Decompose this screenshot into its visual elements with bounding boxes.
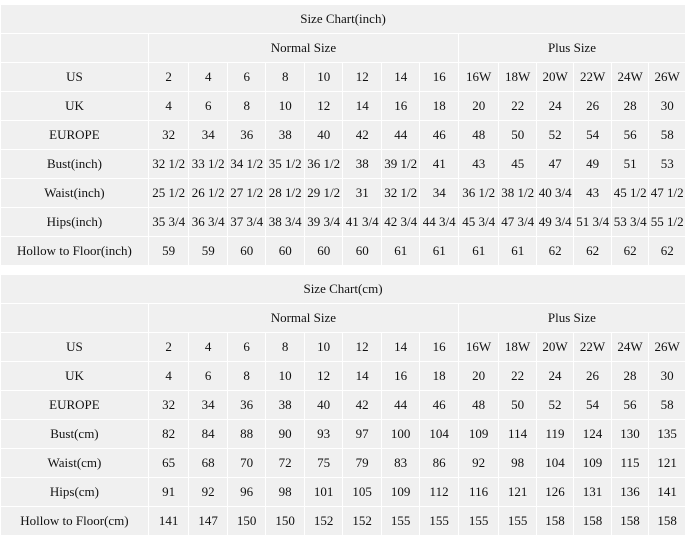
table-cell: 135 [649,420,686,449]
table-cell: 16 [420,63,459,92]
table-cell: 42 3/4 [381,208,420,237]
table-cell: 88 [227,420,265,449]
table-cell: 22W [574,333,611,362]
table-cell: 22W [574,63,611,92]
table-cell: 39 3/4 [304,208,343,237]
table-cell: 44 [381,391,419,420]
table-cell: 75 [304,449,342,478]
table-cell: 56 [611,391,648,420]
table-cell: 61 [499,237,536,266]
table-cell: 60 [227,237,266,266]
table-cell: 38 3/4 [266,208,305,237]
table-cell: 49 3/4 [536,208,573,237]
table-cell: 45 [499,150,536,179]
chart-separator [0,266,686,274]
table-cell: 59 [189,237,228,266]
table-cell: 141 [148,507,189,536]
table-cell: 36 [227,121,266,150]
row-label: UK [1,362,149,391]
table-cell: 18W [499,63,536,92]
table-cell: 45 1/2 [611,179,648,208]
table-cell: 90 [266,420,304,449]
table-cell: 22 [499,92,536,121]
table-cell: 12 [304,362,342,391]
row-label: Bust(cm) [1,420,149,449]
table-cell: 45 3/4 [458,208,499,237]
table-cell: 12 [304,92,343,121]
table-row-groups [1,34,686,63]
table-cell: 26 [574,92,611,121]
table-cell: 92 [458,449,499,478]
table-cell: 84 [189,420,227,449]
table-cell: 97 [343,420,381,449]
table-cell: 54 [574,121,611,150]
group-header-plus-cm: Plus Size [458,304,685,333]
table-cell: 43 [574,179,611,208]
table-cell: 158 [611,507,648,536]
table-cell: 109 [574,449,611,478]
row-label: Hollow to Floor(cm) [1,507,149,536]
row-label: Hollow to Floor(inch) [1,237,149,266]
table-cell: 158 [649,507,686,536]
row-label: Hips(cm) [1,478,149,507]
table-cell: 98 [499,449,536,478]
table-cell: 126 [536,478,573,507]
table-cell: 32 [148,391,189,420]
table-row [1,150,686,179]
table-cell: 37 3/4 [227,208,266,237]
table-cell: 28 [611,362,648,391]
table-cell: 18 [420,92,459,121]
row-label: US [1,333,149,362]
table-cell: 10 [304,333,342,362]
table-cell: 44 [381,121,420,150]
table-cell: 130 [611,420,648,449]
table-cell: 46 [420,121,459,150]
table-cell: 56 [611,121,648,150]
corner-blank-cell [1,34,149,63]
table-cell: 34 [189,121,228,150]
table-cell: 8 [227,362,265,391]
table-cell: 60 [343,237,382,266]
table-cell: 55 1/2 [649,208,686,237]
row-label: Bust(inch) [1,150,149,179]
chart-title-cm: Size Chart(cm) [1,275,686,304]
table-cell: 38 [266,391,304,420]
row-label: Waist(cm) [1,449,149,478]
table-cell: 18 [420,362,458,391]
table-cell: 4 [148,362,189,391]
table-cell: 29 1/2 [304,179,343,208]
table-cell: 101 [304,478,342,507]
table-cell: 136 [611,478,648,507]
table-cell: 43 [458,150,499,179]
table-row [1,449,686,478]
table-cell: 155 [499,507,536,536]
table-cell: 48 [458,391,499,420]
table-cell: 28 [611,92,648,121]
table-cell: 119 [536,420,573,449]
table-row-groups [1,304,686,333]
table-cell: 36 1/2 [458,179,499,208]
table-cell: 14 [381,333,419,362]
table-cell: 20 [458,92,499,121]
table-cell: 98 [266,478,304,507]
table-cell: 6 [189,92,228,121]
table-cell: 14 [343,362,381,391]
table-cell: 58 [649,121,686,150]
table-cell: 20W [536,333,573,362]
table-cell: 96 [227,478,265,507]
table-cell: 16 [420,333,458,362]
table-cell: 40 [304,391,342,420]
table-row [1,237,686,266]
table-cell: 104 [420,420,458,449]
table-cell: 40 [304,121,343,150]
table-cell: 53 3/4 [611,208,648,237]
table-cell: 61 [458,237,499,266]
row-label: UK [1,92,149,121]
size-chart-cm-table [0,274,686,536]
table-row [1,63,686,92]
table-cell: 10 [266,362,304,391]
table-cell: 16W [458,333,499,362]
table-cell: 72 [266,449,304,478]
table-cell: 62 [611,237,648,266]
table-cell: 42 [343,121,382,150]
table-cell: 83 [381,449,419,478]
table-cell: 141 [649,478,686,507]
table-cell: 24 [536,92,573,121]
table-cell: 44 3/4 [420,208,459,237]
table-cell: 52 [536,391,573,420]
table-row [1,507,686,536]
table-cell: 6 [189,362,227,391]
table-cell: 46 [420,391,458,420]
table-cell: 68 [189,449,227,478]
table-cell: 58 [649,391,686,420]
table-cell: 20W [536,63,573,92]
table-cell: 26 1/2 [189,179,228,208]
table-cell: 100 [381,420,419,449]
table-cell: 65 [148,449,189,478]
table-cell: 32 1/2 [381,179,420,208]
row-label: Hips(inch) [1,208,149,237]
table-cell: 20 [458,362,499,391]
table-cell: 16W [458,63,499,92]
table-cell: 26W [649,333,686,362]
table-cell: 152 [343,507,381,536]
table-cell: 22 [499,362,536,391]
table-cell: 8 [266,63,305,92]
size-chart-inch-table [0,4,686,266]
table-cell: 158 [574,507,611,536]
table-cell: 6 [227,333,265,362]
table-cell: 28 1/2 [266,179,305,208]
table-cell: 114 [499,420,536,449]
table-cell: 38 [266,121,305,150]
table-cell: 52 [536,121,573,150]
table-cell: 32 1/2 [148,150,189,179]
table-cell: 62 [649,237,686,266]
table-cell: 79 [343,449,381,478]
table-cell: 25 1/2 [148,179,189,208]
table-cell: 82 [148,420,189,449]
table-cell: 158 [536,507,573,536]
group-header-normal-cm: Normal Size [148,304,458,333]
table-cell: 50 [499,391,536,420]
table-cell: 121 [499,478,536,507]
table-cell: 10 [304,63,343,92]
size-chart-inch [0,4,686,266]
table-cell: 155 [381,507,419,536]
table-cell: 109 [381,478,419,507]
table-cell: 24 [536,362,573,391]
group-header-plus-inch: Plus Size [458,34,685,63]
corner-blank-cell [1,304,149,333]
table-cell: 39 1/2 [381,150,420,179]
table-cell: 104 [536,449,573,478]
table-cell: 51 3/4 [574,208,611,237]
table-cell: 26W [649,63,686,92]
table-cell: 35 3/4 [148,208,189,237]
table-row [1,391,686,420]
table-cell: 4 [189,333,227,362]
table-cell: 10 [266,92,305,121]
table-row [1,362,686,391]
table-cell: 34 1/2 [227,150,266,179]
table-cell: 12 [343,63,382,92]
table-cell: 4 [189,63,228,92]
table-cell: 60 [304,237,343,266]
table-cell: 61 [420,237,459,266]
table-cell: 24W [611,63,648,92]
chart-title-inch: Size Chart(inch) [1,5,686,34]
table-row [1,478,686,507]
row-label: US [1,63,149,92]
table-cell: 54 [574,391,611,420]
table-row-title [1,5,686,34]
table-cell: 38 [343,150,382,179]
table-cell: 121 [649,449,686,478]
table-cell: 150 [227,507,265,536]
table-row [1,333,686,362]
table-cell: 131 [574,478,611,507]
table-cell: 62 [574,237,611,266]
table-cell: 48 [458,121,499,150]
table-cell: 34 [420,179,459,208]
table-cell: 16 [381,92,420,121]
table-cell: 116 [458,478,499,507]
size-chart-cm [0,274,686,536]
table-row [1,92,686,121]
table-cell: 18W [499,333,536,362]
table-row [1,121,686,150]
table-cell: 26 [574,362,611,391]
table-cell: 86 [420,449,458,478]
table-cell: 47 [536,150,573,179]
table-cell: 30 [649,92,686,121]
row-label: EUROPE [1,391,149,420]
table-cell: 61 [381,237,420,266]
table-cell: 50 [499,121,536,150]
table-cell: 27 1/2 [227,179,266,208]
table-cell: 47 3/4 [499,208,536,237]
table-cell: 40 3/4 [536,179,573,208]
table-cell: 112 [420,478,458,507]
table-cell: 8 [266,333,304,362]
group-header-normal-inch: Normal Size [148,34,458,63]
table-cell: 41 3/4 [343,208,382,237]
table-cell: 152 [304,507,342,536]
row-label: Waist(inch) [1,179,149,208]
table-cell: 14 [343,92,382,121]
table-cell: 2 [148,63,189,92]
table-cell: 8 [227,92,266,121]
table-cell: 14 [381,63,420,92]
table-cell: 36 1/2 [304,150,343,179]
table-cell: 60 [266,237,305,266]
table-cell: 36 [227,391,265,420]
table-cell: 6 [227,63,266,92]
table-cell: 35 1/2 [266,150,305,179]
table-cell: 42 [343,391,381,420]
table-cell: 12 [343,333,381,362]
table-cell: 47 1/2 [649,179,686,208]
table-cell: 16 [381,362,419,391]
table-row [1,208,686,237]
table-cell: 147 [189,507,227,536]
table-cell: 115 [611,449,648,478]
table-cell: 30 [649,362,686,391]
table-cell: 49 [574,150,611,179]
table-cell: 2 [148,333,189,362]
table-cell: 31 [343,179,382,208]
table-cell: 70 [227,449,265,478]
table-cell: 34 [189,391,227,420]
table-cell: 4 [148,92,189,121]
table-cell: 92 [189,478,227,507]
table-cell: 24W [611,333,648,362]
table-cell: 53 [649,150,686,179]
table-row [1,420,686,449]
table-cell: 33 1/2 [189,150,228,179]
table-cell: 105 [343,478,381,507]
table-cell: 109 [458,420,499,449]
table-cell: 62 [536,237,573,266]
table-cell: 150 [266,507,304,536]
table-cell: 32 [148,121,189,150]
table-cell: 91 [148,478,189,507]
table-cell: 38 1/2 [499,179,536,208]
table-cell: 41 [420,150,459,179]
table-cell: 93 [304,420,342,449]
table-row-title [1,275,686,304]
table-cell: 51 [611,150,648,179]
table-row [1,179,686,208]
table-cell: 155 [420,507,458,536]
table-cell: 155 [458,507,499,536]
table-cell: 124 [574,420,611,449]
table-cell: 59 [148,237,189,266]
row-label: EUROPE [1,121,149,150]
table-cell: 36 3/4 [189,208,228,237]
